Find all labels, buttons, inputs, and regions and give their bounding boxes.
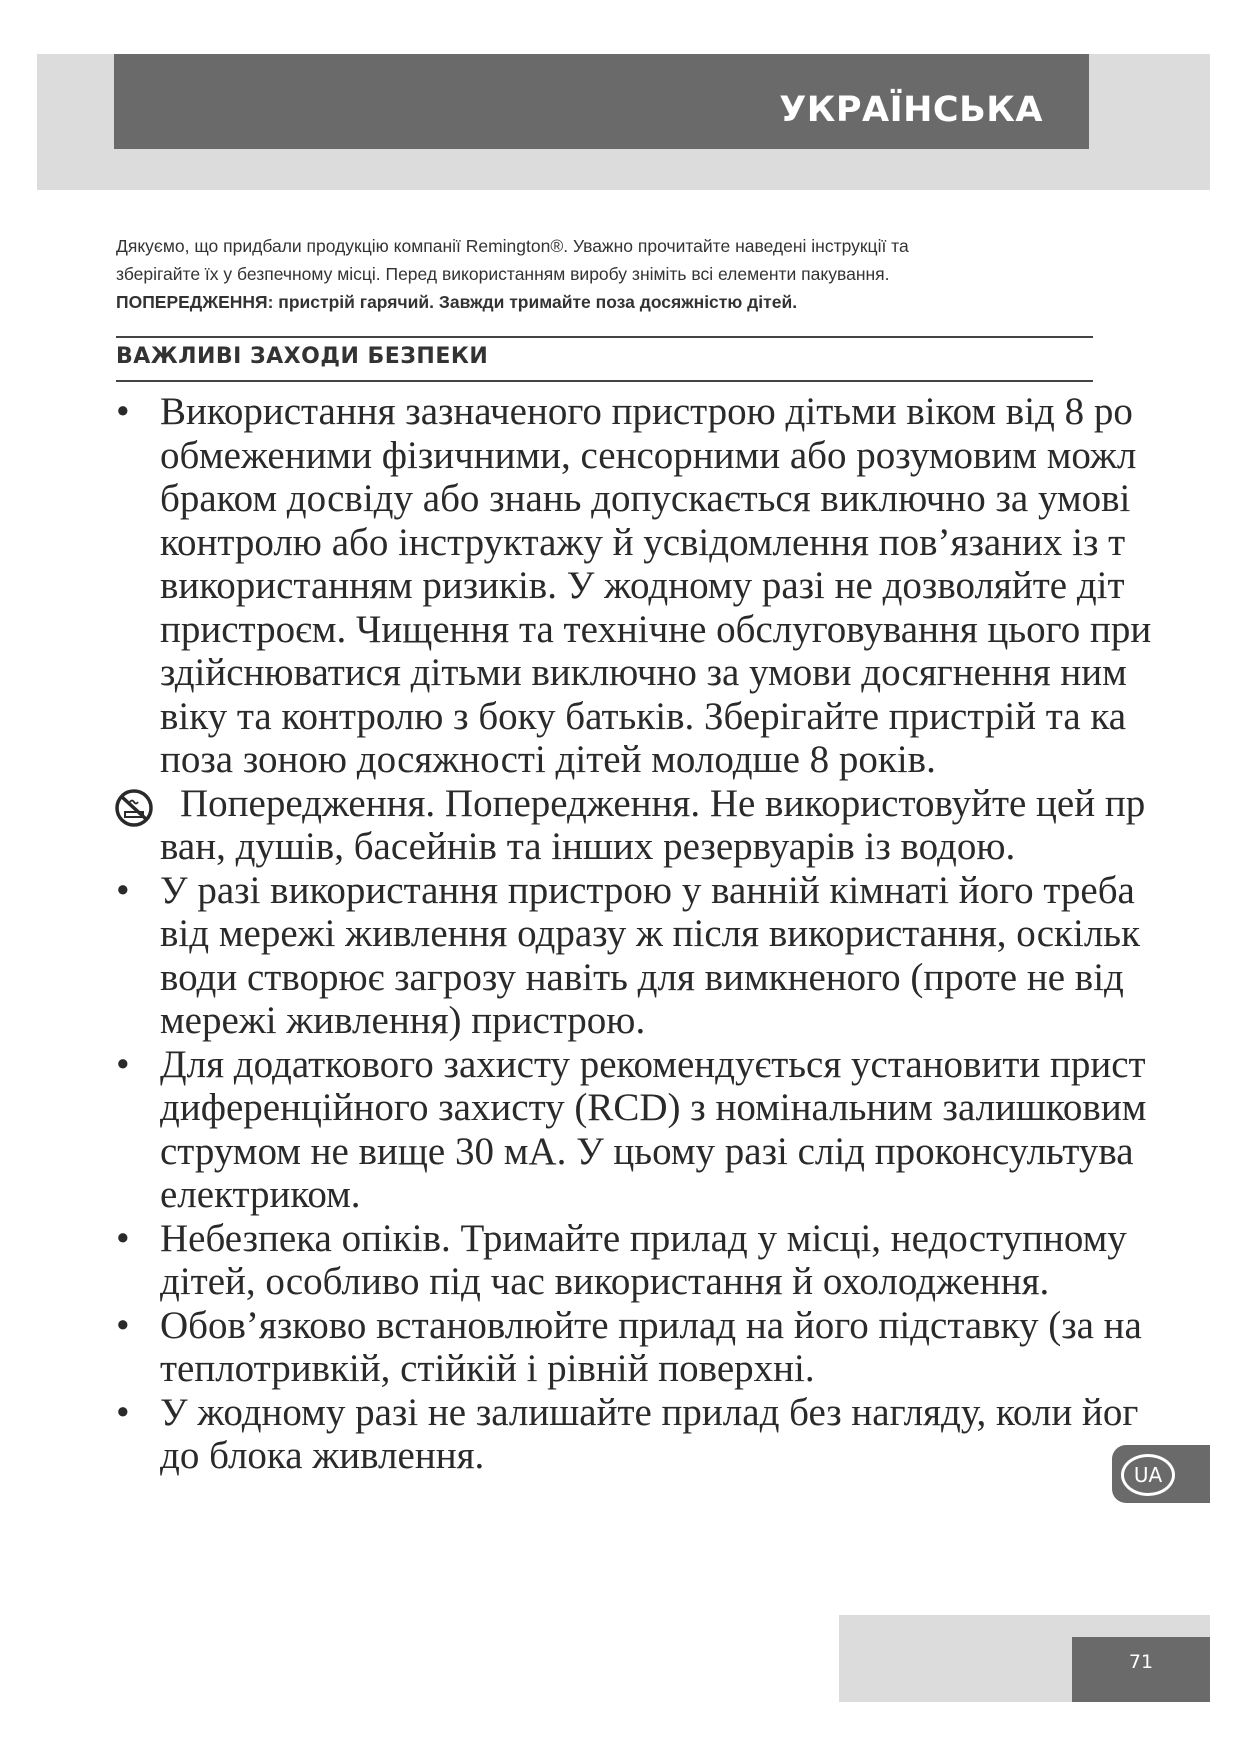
- item-line: обмеженими фізичними, сенсорними або розумовим можл: [160, 433, 1137, 477]
- list-item: [114, 1391, 1214, 1478]
- list-item-warning: [114, 782, 1214, 869]
- item-line: браком досвіду або знань допускається виключно за умові: [160, 477, 1131, 520]
- item-line: Використання зазначеного пристрою дітьми віком від 8 ро: [160, 390, 1133, 433]
- bullet: •: [116, 1303, 130, 1347]
- item-line: віку та контролю з боку батьків. Зберігайте пристрій та ка: [160, 694, 1127, 738]
- language-code: UA: [1121, 1454, 1175, 1496]
- page-title: УКРАЇНСЬКА: [779, 90, 1043, 130]
- language-badge: [1112, 1445, 1222, 1503]
- list-item: [114, 869, 1214, 1043]
- item-line: до блока живлення.: [160, 1434, 485, 1477]
- divider: [116, 380, 1093, 382]
- bullet: •: [116, 1216, 130, 1260]
- item-line: пристроєм. Чищення та технічне обслуговування цього при: [160, 607, 1152, 651]
- language-title-bar: [114, 54, 1089, 149]
- list-item: [114, 1217, 1214, 1304]
- item-line: поза зоною досяжності дітей молодше 8 років.: [160, 738, 936, 781]
- item-line: диференційного захисту (RCD) з номінальним залишковим: [160, 1086, 1147, 1129]
- item-line: ван, душів, басейнів та інших резервуарів із водою.: [160, 825, 1016, 868]
- bullet: •: [116, 1042, 130, 1086]
- item-line: використанням ризиків. У жодному разі не дозволяйте діт: [160, 564, 1125, 607]
- list-item: [114, 1043, 1214, 1217]
- page-edge: [1210, 0, 1241, 1754]
- item-line: здійснюватися дітьми виключно за умови досягнення ним: [160, 651, 1127, 694]
- list-item: [114, 390, 1214, 782]
- no-water-warning-icon: [114, 788, 154, 828]
- safety-list: [114, 390, 1214, 1478]
- item-line: електриком.: [160, 1173, 361, 1216]
- item-line: Для додаткового захисту рекомендується установити прист: [160, 1042, 1146, 1086]
- intro-line: зберігайте їх у безпечному місці. Перед використанням виробу зніміть всі елементи пакування.: [116, 264, 890, 284]
- item-line: Обов’язково встановлюйте прилад на його підставку (за на: [160, 1303, 1142, 1347]
- item-line: Небезпека опіків. Тримайте прилад у місці, недоступному: [160, 1216, 1127, 1260]
- intro-text: [116, 232, 1096, 316]
- divider: [116, 336, 1093, 338]
- page-number-box: [1072, 1637, 1210, 1702]
- intro-line: Дякуємо, що придбали продукцію компанії Remington®. Уважно прочитайте наведені інструкції та: [116, 236, 909, 256]
- item-line: дітей, особливо під час використання й охолодження.: [160, 1260, 1050, 1303]
- item-line: мережі живлення) пристрою.: [160, 999, 646, 1042]
- item-line: У разі використання пристрою у ванній кімнаті його треба: [160, 868, 1135, 912]
- item-line: У жодному разі не залишайте прилад без нагляду, коли йог: [160, 1390, 1139, 1434]
- item-line: від мережі живлення одразу ж після використання, оскільк: [160, 912, 1141, 955]
- list-item: [114, 1304, 1214, 1391]
- item-line: води створює загрозу навіть для вимкненого (проте не від: [160, 955, 1124, 999]
- item-line: Попередження. Попередження. Не використовуйте цей пр: [180, 781, 1146, 825]
- hot-warning: ПОПЕРЕДЖЕННЯ: пристрій гарячий. Завжди тримайте поза досяжністю дітей.: [116, 292, 798, 312]
- bullet: •: [116, 1390, 130, 1434]
- item-line: контролю або інструктажу й усвідомлення пов’язаних із т: [160, 520, 1126, 564]
- item-line: теплотривкій, стійкій і рівній поверхні.: [160, 1347, 815, 1390]
- bullet: •: [116, 390, 130, 433]
- item-line: струмом не вище 30 мА. У цьому разі слід проконсультува: [160, 1129, 1134, 1173]
- bullet: •: [116, 868, 130, 912]
- page-number: 71: [1128, 1651, 1154, 1673]
- section-heading: ВАЖЛИВІ ЗАХОДИ БЕЗПЕКИ: [116, 344, 489, 369]
